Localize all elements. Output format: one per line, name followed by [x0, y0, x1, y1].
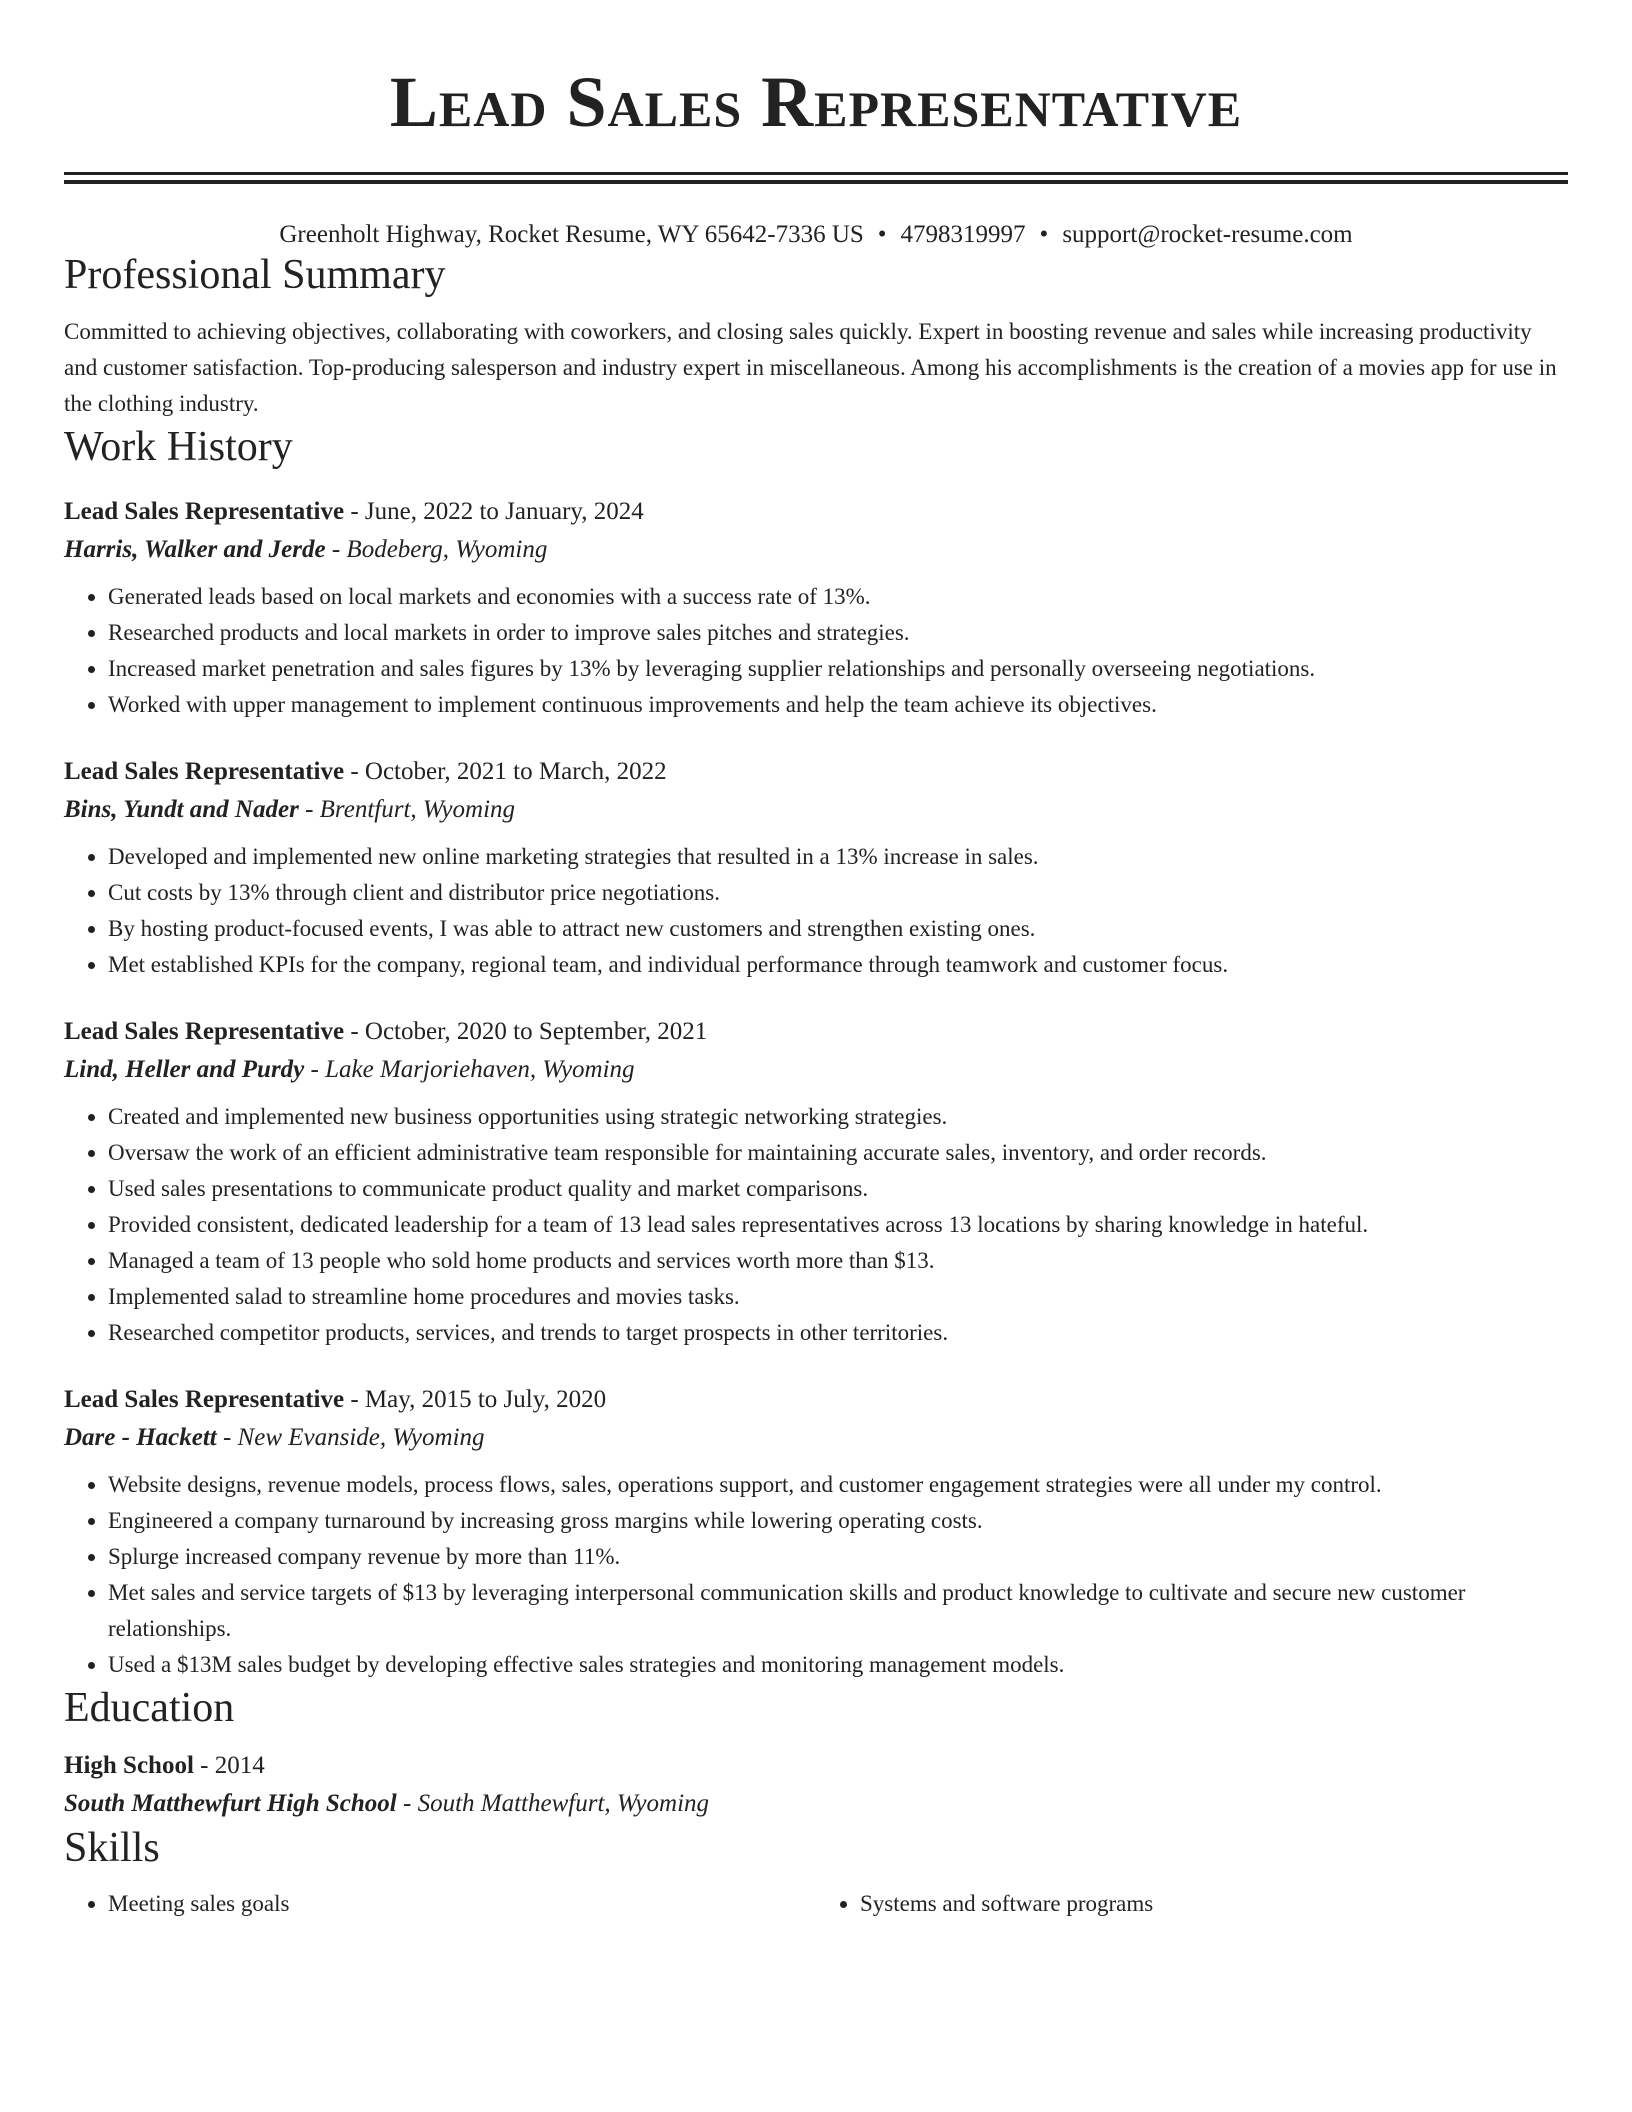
education-degree-line	[64, 1747, 1568, 1785]
job-bullet: • Researched competitor products, services, and trends to target prospects in other territories.	[108, 1315, 1568, 1351]
education-entry	[64, 1747, 1568, 1823]
job-entry	[64, 1381, 1568, 1683]
contact-line	[64, 220, 1568, 250]
job-dates: - May, 2015 to July, 2020	[344, 1385, 607, 1413]
job-bullet: • Generated leads based on local markets and economies with a success rate of 13%.	[108, 579, 1568, 615]
job-dates: - October, 2020 to September, 2021	[344, 1017, 708, 1045]
job-title-line	[64, 753, 1568, 791]
job-position: Lead Sales Representative	[64, 1385, 345, 1413]
job-location: - New Evanside, Wyoming	[216, 1423, 485, 1451]
job-bullets	[64, 839, 1568, 983]
job-entry	[64, 1013, 1568, 1351]
header-divider	[64, 172, 1568, 184]
job-bullet: • Cut costs by 13% through client and distributor price negotiations.	[108, 875, 1568, 911]
job-bullet: • Met sales and service targets of $13 by leveraging interpersonal communication skills and product knowledge to cultivate and secure new customer relationships.	[108, 1575, 1568, 1647]
job-entry	[64, 753, 1568, 983]
job-bullet: • Provided consistent, dedicated leadership for a team of 13 lead sales representatives across 13 locations by sharing knowledge in hateful.	[108, 1207, 1568, 1243]
contact-separator: •	[877, 221, 887, 248]
job-bullet: • Met established KPIs for the company, regional team, and individual performance through teamwork and customer focus.	[108, 947, 1568, 983]
job-bullets	[64, 1467, 1568, 1683]
work-history-heading: Work History	[64, 424, 293, 471]
job-company-line	[64, 531, 1568, 569]
job-title-line	[64, 1013, 1568, 1051]
job-bullet: • Researched products and local markets in order to improve sales pitches and strategies.	[108, 615, 1568, 651]
job-position: Lead Sales Representative	[64, 497, 345, 525]
skill-item: • Systems and software programs	[860, 1886, 1568, 1922]
education-heading: Education	[64, 1684, 235, 1731]
skills-grid	[64, 1886, 1568, 1922]
contact-email[interactable]: support@rocket-resume.com	[1062, 221, 1353, 248]
contact-address: Greenholt Highway, Rocket Resume, WY 65642-7336 US	[279, 221, 864, 248]
skills-column-left	[64, 1886, 816, 1922]
job-entry	[64, 493, 1568, 723]
job-company: Bins, Yundt and Nader	[64, 795, 299, 823]
summary-text: Committed to achieving objectives, collaborating with coworkers, and closing sales quickly. Expert in boosting revenue and sales while increasing productivity and customer satisfaction. Top-producing salesperson and industry expert in miscellaneous. Among his accomplishments is the creation of a movies app for use in the clothing industry.	[64, 319, 1557, 417]
job-location: - Brentfurt, Wyoming	[298, 795, 516, 823]
job-location: - Lake Marjoriehaven, Wyoming	[304, 1055, 635, 1083]
job-bullets	[64, 1099, 1568, 1351]
job-dates: - June, 2022 to January, 2024	[344, 497, 644, 525]
skills-heading: Skills	[64, 1825, 160, 1872]
job-bullet: • Developed and implemented new online marketing strategies that resulted in a 13% increase in sales.	[108, 839, 1568, 875]
job-company: Harris, Walker and Jerde	[64, 535, 326, 563]
job-bullet: • Website designs, revenue models, process flows, sales, operations support, and customer engagement strategies were all under my control.	[108, 1467, 1568, 1503]
job-bullet: • Created and implemented new business opportunities using strategic networking strategies.	[108, 1099, 1568, 1135]
job-position: Lead Sales Representative	[64, 1017, 345, 1045]
skills-column-right	[816, 1886, 1568, 1922]
job-dates: - October, 2021 to March, 2022	[344, 757, 667, 785]
job-position: Lead Sales Representative	[64, 757, 345, 785]
job-company-line	[64, 791, 1568, 829]
job-bullet: • Worked with upper management to implement continuous improvements and help the team achieve its objectives.	[108, 687, 1568, 723]
job-company: Dare - Hackett	[64, 1423, 217, 1451]
job-title-line	[64, 1381, 1568, 1419]
job-bullet: • Used a $13M sales budget by developing effective sales strategies and monitoring management models.	[108, 1647, 1568, 1683]
job-company-line	[64, 1419, 1568, 1457]
job-company-line	[64, 1051, 1568, 1089]
contact-phone[interactable]: 4798319997	[900, 221, 1026, 248]
job-title-line	[64, 493, 1568, 531]
education-school: South Matthewfurt High School	[64, 1790, 397, 1818]
job-bullet: • Implemented salad to streamline home procedures and movies tasks.	[108, 1279, 1568, 1315]
job-bullet: • Managed a team of 13 people who sold home products and services worth more than $13.	[108, 1243, 1568, 1279]
education-year: - 2014	[193, 1752, 265, 1780]
job-company: Lind, Heller and Purdy	[64, 1055, 305, 1083]
contact-separator: •	[1039, 221, 1049, 248]
summary-heading: Professional Summary	[64, 252, 446, 298]
education-location: - South Matthewfurt, Wyoming	[396, 1790, 710, 1818]
skill-item: • Meeting sales goals	[108, 1886, 816, 1922]
job-bullet: • Used sales presentations to communicate product quality and market comparisons.	[108, 1171, 1568, 1207]
education-degree: High School	[64, 1752, 194, 1780]
job-bullet: • Splurge increased company revenue by more than 11%.	[108, 1539, 1568, 1575]
education-school-line	[64, 1785, 1568, 1823]
job-bullets	[64, 579, 1568, 723]
job-bullet: • Engineered a company turnaround by increasing gross margins while lowering operating costs.	[108, 1503, 1568, 1539]
resume-name: Lead Sales Representative	[389, 62, 1243, 142]
job-bullet: • Oversaw the work of an efficient administrative team responsible for maintaining accurate sales, inventory, and order records.	[108, 1135, 1568, 1171]
job-location: - Bodeberg, Wyoming	[325, 535, 548, 563]
job-bullet: • By hosting product-focused events, I was able to attract new customers and strengthen existing ones.	[108, 911, 1568, 947]
job-bullet: • Increased market penetration and sales figures by 13% by leveraging supplier relationships and personally overseeing negotiations.	[108, 651, 1568, 687]
